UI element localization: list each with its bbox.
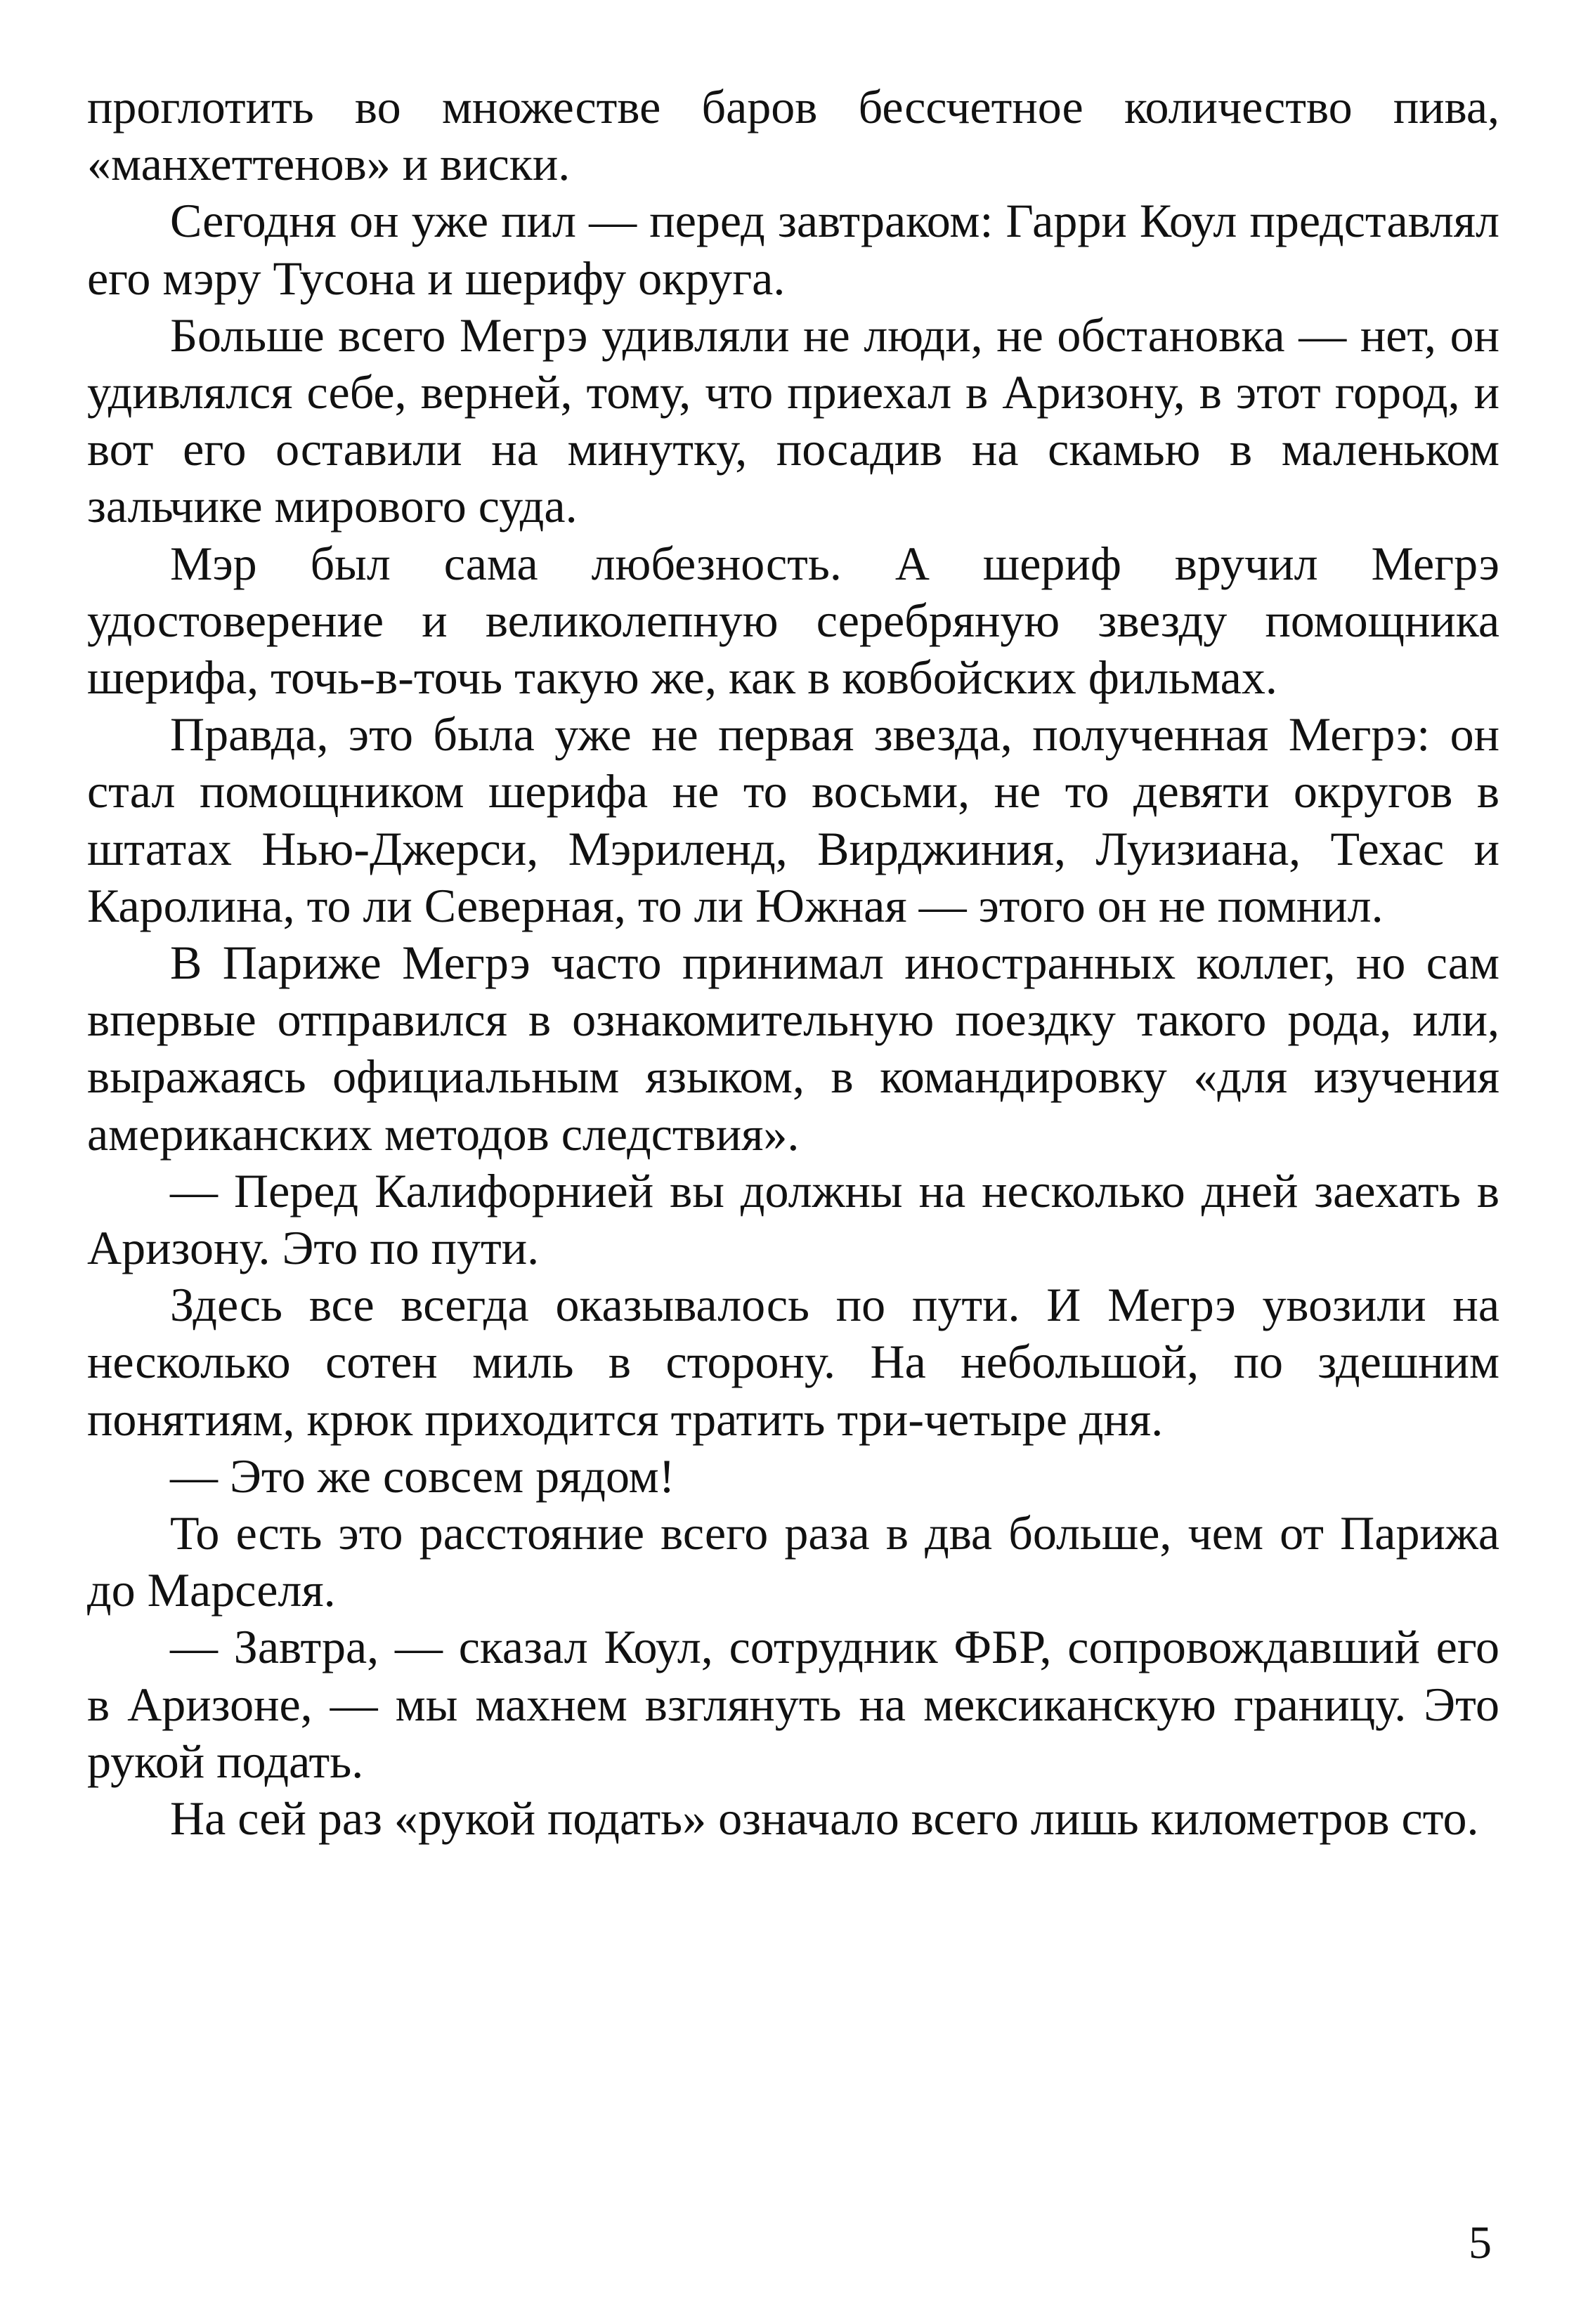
page-text [87, 79, 1499, 1847]
page-number: 5 [1469, 2217, 1492, 2268]
paragraph-11: — Завтра, — сказал Коул, сотрудник ФБР, сопровождавший его в Аризоне, — мы махнем взглянуть на мексиканскую границу. Это рукой подать. [87, 1620, 1499, 1788]
paragraph-9: — Это же совсем рядом! [170, 1449, 675, 1503]
paragraph-4: Мэр был сама любезность. А шериф вручил Мегрэ удостоверение и великолепную серебряную звезду помощника шерифа, точь-в-точь такую же, как в ковбойских фильмах. [87, 536, 1499, 705]
paragraph-10: То есть это расстояние всего раза в два больше, чем от Парижа до Марселя. [87, 1506, 1499, 1617]
paragraph-3: Больше всего Мегрэ удивляли не люди, не обстановка — нет, он удивлялся себе, верней, тому, что приехал в Аризону, в этот город, и вот его оставили на минутку, посадив на скамью в маленьком зальчике мирового суда. [87, 308, 1499, 533]
paragraph-8: Здесь все всегда оказывалось по пути. И Мегрэ увозили на несколько сотен миль в сторону. На небольшой, по здешним понятиям, крюк приходится тратить три-четыре дня. [87, 1278, 1499, 1446]
paragraph-1: проглотить во множестве баров бессчетное количество пива, «манхеттенов» и виски. [87, 80, 1499, 191]
paragraph-7: — Перед Калифорнией вы должны на несколько дней заехать в Аризону. Это по пути. [87, 1163, 1499, 1275]
paragraph-6: В Париже Мегрэ часто принимал иностранных коллег, но сам впервые отправился в ознакомительную поездку такого рода, или, выражаясь официальным языком, в командировку «для изучения американских методов следствия». [87, 936, 1499, 1161]
paragraph-12: На сей раз «рукой подать» означало всего лишь километров сто. [170, 1791, 1479, 1846]
paragraph-2: Сегодня он уже пил — перед завтраком: Гарри Коул представлял его мэру Тусона и шерифу округа. [87, 194, 1499, 305]
paragraph-5: Правда, это была уже не первая звезда, полученная Мегрэ: он стал помощником шерифа не то восьми, не то девяти округов в штатах Нью-Джерси, Мэриленд, Вирджиния, Луизиана, Техас и Каролина, то ли Северная, то ли Южная — этого он не помнил. [87, 707, 1499, 932]
